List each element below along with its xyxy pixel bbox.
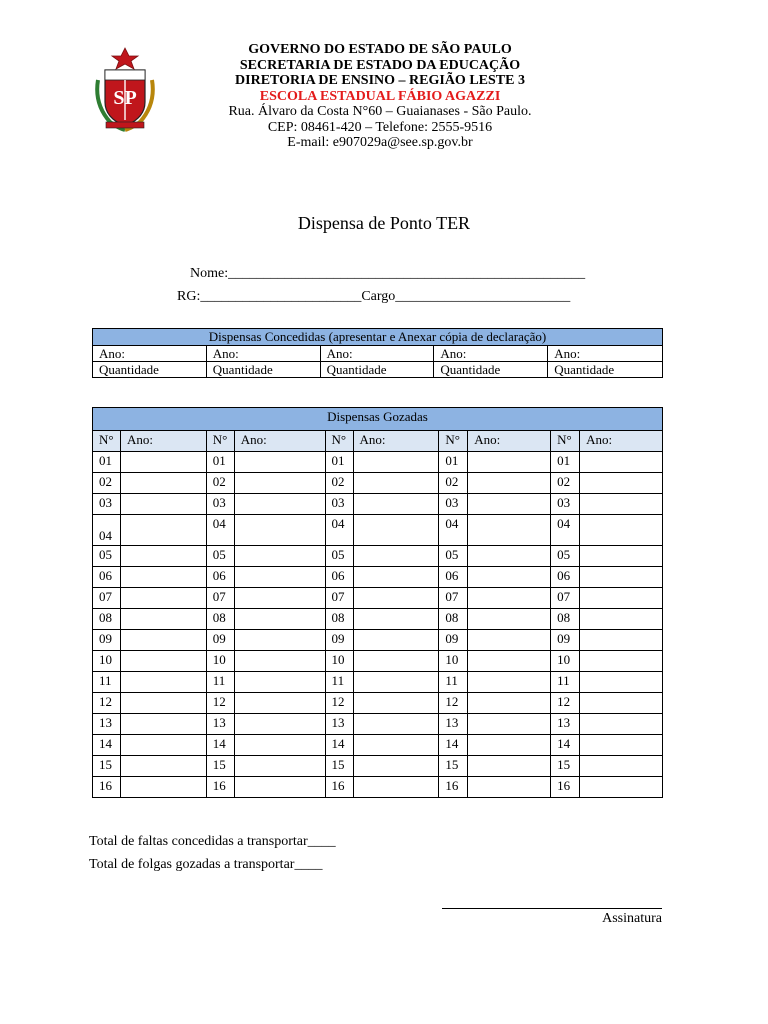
row-number: 10 [206, 651, 234, 672]
concedidas-ano-4: Ano: [434, 346, 548, 362]
row-entry-cell[interactable] [580, 473, 663, 494]
table-row [93, 777, 663, 798]
table-row [93, 588, 663, 609]
row-number: 12 [551, 693, 580, 714]
sp-coat-of-arms [92, 46, 158, 132]
document-title: Dispensa de Ponto TER [297, 213, 471, 233]
gozadas-col-ano-1: Ano: [120, 431, 206, 452]
row-entry-cell[interactable] [353, 777, 439, 798]
table-row [93, 473, 663, 494]
row-entry-cell[interactable] [580, 693, 663, 714]
row-entry-cell[interactable] [234, 630, 325, 651]
row-entry-cell[interactable] [468, 777, 551, 798]
row-number: 15 [325, 756, 353, 777]
concedidas-ano-3: Ano: [320, 346, 434, 362]
crest-lettering: SP [113, 87, 137, 109]
row-number: 03 [551, 494, 580, 515]
row-entry-cell[interactable] [120, 546, 206, 567]
row-number: 04 [206, 515, 234, 546]
row-entry-cell[interactable] [468, 473, 551, 494]
row-number: 01 [93, 452, 121, 473]
row-number: 06 [551, 567, 580, 588]
row-number: 11 [206, 672, 234, 693]
row-number: 16 [93, 777, 121, 798]
row-number: 11 [439, 672, 468, 693]
row-number: 05 [206, 546, 234, 567]
row-entry-cell[interactable] [234, 452, 325, 473]
row-number: 02 [93, 473, 121, 494]
row-entry-cell[interactable] [353, 588, 439, 609]
directorate-line: DIRETORIA DE ENSINO – REGIÃO LESTE 3 [235, 73, 525, 88]
row-entry-cell[interactable] [234, 473, 325, 494]
school-name: ESCOLA ESTADUAL FÁBIO AGAZZI [259, 88, 501, 104]
table-row [93, 546, 663, 567]
row-number: 13 [439, 714, 468, 735]
government-line: GOVERNO DO ESTADO DE SÃO PAULO [248, 42, 512, 57]
row-number: 06 [325, 567, 353, 588]
row-number: 14 [439, 735, 468, 756]
row-entry-cell[interactable] [234, 567, 325, 588]
row-entry-cell[interactable] [120, 735, 206, 756]
row-entry-cell[interactable] [120, 452, 206, 473]
row-number: 12 [439, 693, 468, 714]
row-entry-cell[interactable] [580, 494, 663, 515]
row-entry-cell[interactable] [468, 567, 551, 588]
row-number: 14 [325, 735, 353, 756]
row-number: 14 [206, 735, 234, 756]
table-row [93, 567, 663, 588]
row-entry-cell[interactable] [120, 777, 206, 798]
rg-cargo-field: RG:_______________________Cargo_________________________ [177, 289, 571, 304]
table-row [93, 672, 663, 693]
row-entry-cell[interactable] [353, 494, 439, 515]
concedidas-ano-2: Ano: [206, 346, 320, 362]
row-entry-cell[interactable] [580, 567, 663, 588]
row-number: 02 [325, 473, 353, 494]
row-entry-cell[interactable] [120, 672, 206, 693]
concedidas-quantidade-4: Quantidade [434, 362, 548, 378]
gozadas-col-num-5: N° [551, 431, 580, 452]
row-number: 06 [93, 567, 121, 588]
row-number: 10 [439, 651, 468, 672]
row-entry-cell[interactable] [120, 651, 206, 672]
row-entry-cell[interactable] [120, 494, 206, 515]
row-number: 02 [439, 473, 468, 494]
row-number: 13 [206, 714, 234, 735]
row-entry-cell[interactable] [468, 452, 551, 473]
row-number: 03 [439, 494, 468, 515]
school-address: Rua. Álvaro da Costa N°60 – Guaianases - São Paulo. [228, 104, 532, 119]
row-entry-cell[interactable] [468, 630, 551, 651]
row-entry-cell[interactable] [234, 777, 325, 798]
table-row [93, 609, 663, 630]
concedidas-ano-5: Ano: [548, 346, 663, 362]
row-entry-cell[interactable] [120, 714, 206, 735]
table-row [93, 630, 663, 651]
row-entry-cell[interactable] [468, 714, 551, 735]
row-number: 03 [93, 494, 121, 515]
row-entry-cell[interactable] [353, 546, 439, 567]
row-entry-cell[interactable] [353, 473, 439, 494]
dispensas-gozadas-table [92, 407, 663, 798]
row-entry-cell[interactable] [234, 515, 325, 546]
row-number: 02 [206, 473, 234, 494]
row-number: 14 [551, 735, 580, 756]
row-number: 16 [439, 777, 468, 798]
row-entry-cell[interactable] [468, 588, 551, 609]
row-entry-cell[interactable] [234, 672, 325, 693]
row-entry-cell[interactable] [120, 588, 206, 609]
row-entry-cell[interactable] [120, 473, 206, 494]
row-number: 06 [206, 567, 234, 588]
row-number: 05 [93, 546, 121, 567]
row-entry-cell[interactable] [580, 756, 663, 777]
row-entry-cell[interactable] [234, 494, 325, 515]
row-number: 08 [206, 609, 234, 630]
table-row [93, 452, 663, 473]
gozadas-col-ano-5: Ano: [580, 431, 663, 452]
total-folgas-gozadas: Total de folgas gozadas a transportar____ [89, 857, 323, 872]
dispensas-concedidas-table [92, 328, 663, 378]
nome-field: Nome:___________________________________________________ [190, 266, 586, 281]
row-entry-cell[interactable] [580, 515, 663, 546]
row-number: 08 [325, 609, 353, 630]
row-entry-cell[interactable] [234, 735, 325, 756]
gozadas-col-num-2: N° [206, 431, 234, 452]
table-row [93, 756, 663, 777]
row-entry-cell[interactable] [353, 651, 439, 672]
table-row [93, 714, 663, 735]
row-entry-cell[interactable] [120, 756, 206, 777]
row-entry-cell[interactable] [580, 546, 663, 567]
row-entry-cell[interactable] [468, 756, 551, 777]
row-entry-cell[interactable] [468, 609, 551, 630]
gozadas-col-num-1: N° [93, 431, 121, 452]
row-number: 09 [439, 630, 468, 651]
row-number: 04 [325, 515, 353, 546]
row-number: 08 [551, 609, 580, 630]
row-entry-cell[interactable] [580, 452, 663, 473]
row-entry-cell[interactable] [353, 452, 439, 473]
concedidas-quantidade-1: Quantidade [93, 362, 207, 378]
row-number: 16 [206, 777, 234, 798]
row-number: 07 [439, 588, 468, 609]
row-number: 13 [551, 714, 580, 735]
row-number: 10 [93, 651, 121, 672]
row-entry-cell[interactable] [468, 693, 551, 714]
row-entry-cell[interactable] [120, 567, 206, 588]
row-number: 03 [206, 494, 234, 515]
school-cep-phone: CEP: 08461-420 – Telefone: 2555-9516 [267, 119, 493, 135]
row-number: 12 [325, 693, 353, 714]
row-entry-cell[interactable] [580, 651, 663, 672]
table-row [93, 515, 663, 546]
row-number: 10 [551, 651, 580, 672]
row-entry-cell[interactable] [120, 609, 206, 630]
row-number: 13 [325, 714, 353, 735]
row-entry-cell[interactable] [468, 515, 551, 546]
row-entry-cell[interactable] [353, 672, 439, 693]
gozadas-col-ano-2: Ano: [234, 431, 325, 452]
row-number: 05 [325, 546, 353, 567]
row-entry-cell[interactable] [353, 693, 439, 714]
row-entry-cell[interactable] [353, 714, 439, 735]
row-number: 01 [206, 452, 234, 473]
row-entry-cell[interactable] [353, 567, 439, 588]
row-entry-cell[interactable] [353, 515, 439, 546]
row-number: 04 [551, 515, 580, 546]
row-number: 01 [325, 452, 353, 473]
gozadas-col-ano-4: Ano: [468, 431, 551, 452]
row-entry-cell[interactable] [234, 588, 325, 609]
row-entry-cell[interactable] [234, 756, 325, 777]
row-number: 09 [551, 630, 580, 651]
table-row [93, 494, 663, 515]
row-entry-cell[interactable] [580, 735, 663, 756]
gozadas-col-num-3: N° [325, 431, 353, 452]
row-entry-cell[interactable] [120, 515, 206, 546]
concedidas-header: Dispensas Concedidas (apresentar e Anexar cópia de declaração) [93, 329, 663, 346]
row-entry-cell[interactable] [120, 630, 206, 651]
row-number: 15 [551, 756, 580, 777]
table-row [93, 735, 663, 756]
row-number: 13 [93, 714, 121, 735]
row-entry-cell[interactable] [353, 756, 439, 777]
secretariat-line: SECRETARIA DE ESTADO DA EDUCAÇÃO [239, 57, 521, 73]
table-row [93, 693, 663, 714]
row-number: 15 [439, 756, 468, 777]
row-number: 15 [206, 756, 234, 777]
row-number: 06 [439, 567, 468, 588]
row-number: 02 [551, 473, 580, 494]
row-entry-cell[interactable] [234, 693, 325, 714]
row-entry-cell[interactable] [580, 588, 663, 609]
row-number: 11 [325, 672, 353, 693]
row-number: 07 [551, 588, 580, 609]
gozadas-col-ano-3: Ano: [353, 431, 439, 452]
row-number: 14 [93, 735, 121, 756]
row-number: 08 [439, 609, 468, 630]
row-number: 12 [93, 693, 121, 714]
row-entry-cell[interactable] [234, 546, 325, 567]
row-number: 11 [93, 672, 121, 693]
row-entry-cell[interactable] [468, 651, 551, 672]
letterhead [180, 42, 580, 151]
row-number: 05 [551, 546, 580, 567]
row-entry-cell[interactable] [468, 735, 551, 756]
row-number: 07 [325, 588, 353, 609]
concedidas-quantidade-2: Quantidade [206, 362, 320, 378]
signature-label: Assinatura [602, 911, 662, 926]
row-entry-cell[interactable] [120, 693, 206, 714]
row-entry-cell[interactable] [353, 609, 439, 630]
row-number: 04 [93, 515, 121, 546]
row-entry-cell[interactable] [580, 672, 663, 693]
row-number: 04 [439, 515, 468, 546]
row-entry-cell[interactable] [468, 494, 551, 515]
row-number: 01 [439, 452, 468, 473]
school-email: E-mail: e907029a@see.sp.gov.br [287, 135, 473, 150]
row-entry-cell[interactable] [234, 714, 325, 735]
row-number: 08 [93, 609, 121, 630]
row-number: 07 [206, 588, 234, 609]
concedidas-ano-1: Ano: [93, 346, 207, 362]
row-number: 16 [325, 777, 353, 798]
concedidas-quantidade-3: Quantidade [320, 362, 434, 378]
gozadas-header: Dispensas Gozadas [93, 408, 663, 431]
concedidas-quantidade-5: Quantidade [548, 362, 663, 378]
row-entry-cell[interactable] [234, 609, 325, 630]
total-faltas-concedidas: Total de faltas concedidas a transportar____ [89, 834, 336, 849]
gozadas-col-num-4: N° [439, 431, 468, 452]
row-number: 01 [551, 452, 580, 473]
row-number: 07 [93, 588, 121, 609]
row-number: 09 [325, 630, 353, 651]
row-number: 12 [206, 693, 234, 714]
row-number: 05 [439, 546, 468, 567]
row-entry-cell[interactable] [353, 735, 439, 756]
row-entry-cell[interactable] [234, 651, 325, 672]
row-number: 09 [93, 630, 121, 651]
row-number: 09 [206, 630, 234, 651]
row-entry-cell[interactable] [353, 630, 439, 651]
row-number: 03 [325, 494, 353, 515]
row-entry-cell[interactable] [580, 609, 663, 630]
row-entry-cell[interactable] [580, 777, 663, 798]
row-entry-cell[interactable] [580, 630, 663, 651]
table-row [93, 651, 663, 672]
signature-line [442, 908, 662, 909]
row-entry-cell[interactable] [468, 546, 551, 567]
row-number: 10 [325, 651, 353, 672]
row-number: 16 [551, 777, 580, 798]
row-number: 11 [551, 672, 580, 693]
row-entry-cell[interactable] [468, 672, 551, 693]
row-number: 15 [93, 756, 121, 777]
row-entry-cell[interactable] [580, 714, 663, 735]
